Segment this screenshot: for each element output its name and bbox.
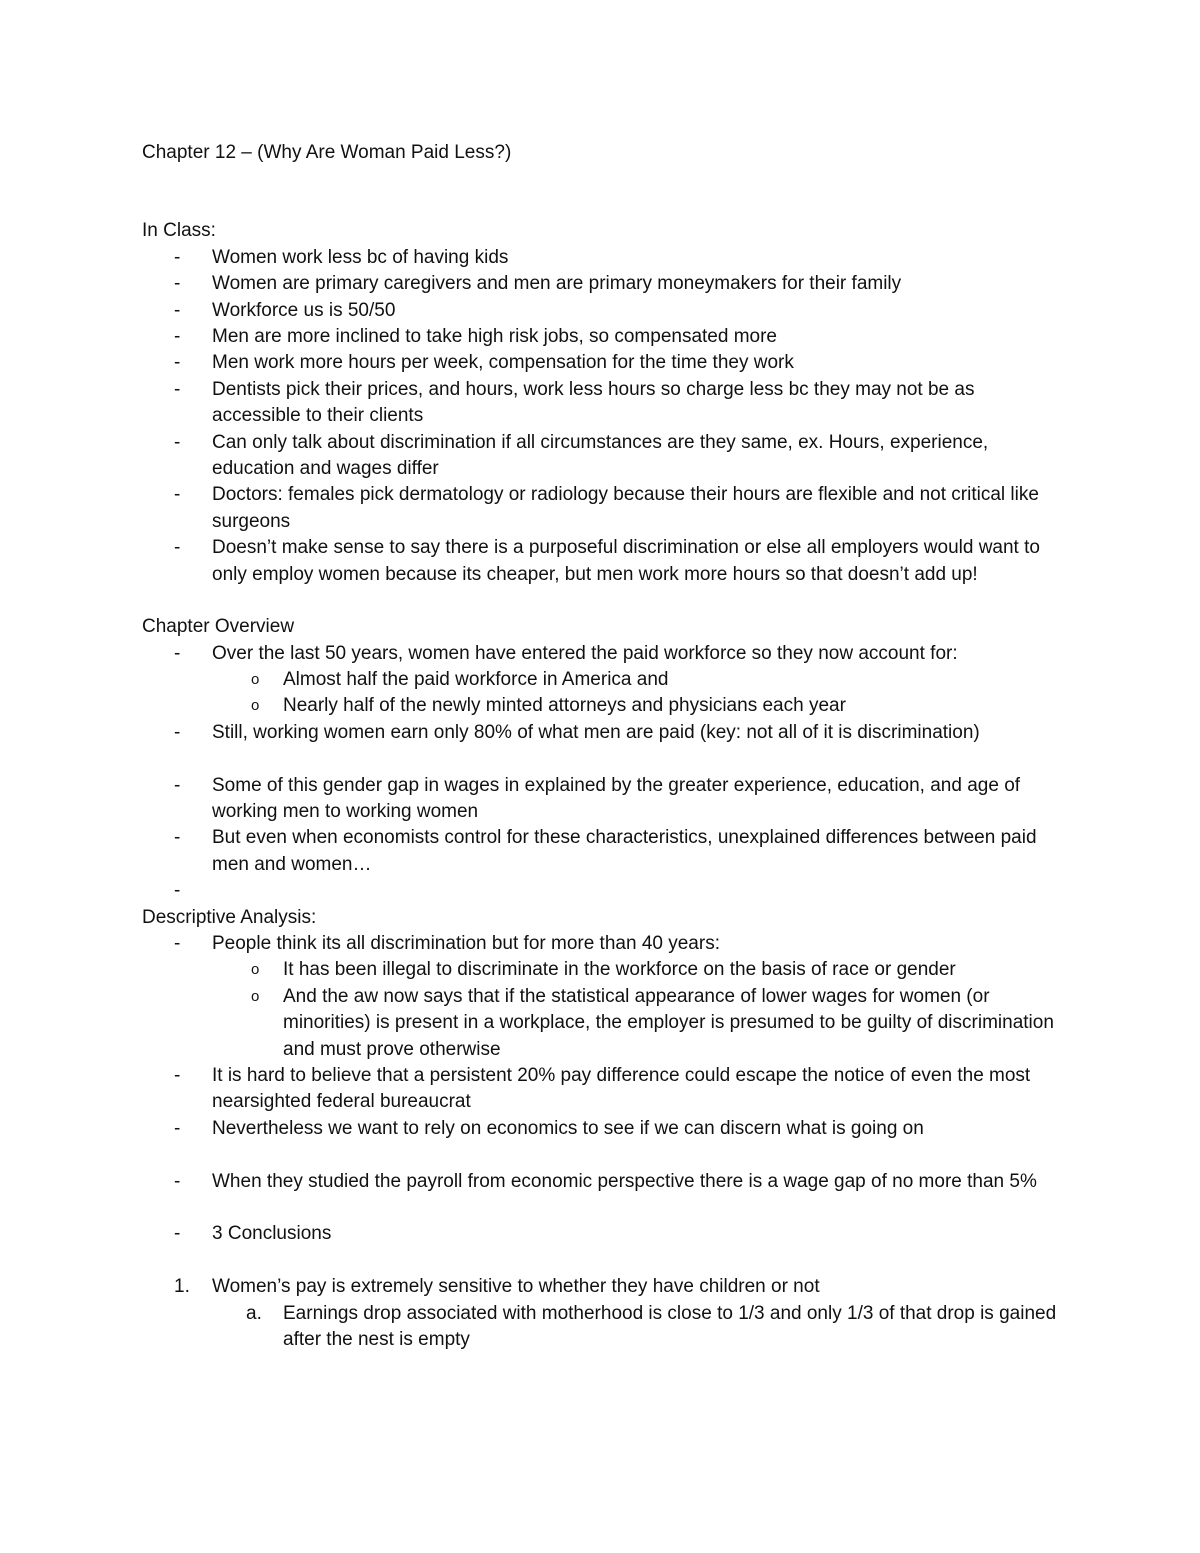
dash-marker: - xyxy=(174,880,181,902)
sub-list-item xyxy=(142,693,1062,719)
list-item xyxy=(142,377,1062,430)
spacer xyxy=(142,746,1062,772)
dash-marker: - xyxy=(174,299,181,321)
list-item-text: Dentists pick their prices, and hours, work less hours so charge less bc they may not be as accessible to their clients xyxy=(212,378,975,427)
sub-list-item-text: It has been illegal to discriminate in the workforce on the basis of race or gender xyxy=(283,959,956,981)
dash-marker: - xyxy=(174,932,181,954)
list-item xyxy=(142,535,1062,588)
spacer xyxy=(142,1142,1062,1168)
list-item xyxy=(142,1116,1062,1142)
list-item xyxy=(142,271,1062,297)
list-item xyxy=(142,245,1062,271)
list-item-text: Some of this gender gap in wages in explained by the greater experience, education, and age of working men to working women xyxy=(212,774,1021,822)
bullet-marker: o xyxy=(251,961,260,979)
dash-marker: - xyxy=(174,326,181,348)
in-class-heading: In Class: xyxy=(142,220,216,242)
list-item xyxy=(142,482,1062,535)
dash-marker: - xyxy=(174,273,181,295)
spacer xyxy=(142,588,1062,614)
dash-marker: - xyxy=(174,537,181,559)
dash-marker: - xyxy=(174,1170,181,1192)
number-marker: 1. xyxy=(174,1276,190,1298)
list-item-text: Still, working women earn only 80% of what men are paid (key: not all of it is discrimination) xyxy=(212,721,980,743)
document-page xyxy=(142,140,1062,1353)
dash-marker: - xyxy=(174,352,181,374)
list-item-text: Doesn’t make sense to say there is a purposeful discrimination or else all employers would want to only employ women because its cheaper, but men work more hours so that doesn’t add up! xyxy=(212,537,1040,585)
list-item xyxy=(142,825,1062,878)
list-item-text: Women work less bc of having kids xyxy=(212,246,509,268)
list-item-text: Can only talk about discrimination if all circumstances are they same, ex. Hours, experience, education and wages differ xyxy=(212,431,989,480)
list-item xyxy=(142,931,1062,957)
numbered-list-item xyxy=(142,1274,1062,1300)
list-item-text: Men are more inclined to take high risk jobs, so compensated more xyxy=(212,326,777,348)
list-item xyxy=(142,324,1062,350)
spacer xyxy=(142,166,1062,218)
list-item-text: Women are primary caregivers and men are primary moneymakers for their family xyxy=(212,273,902,295)
bullet-marker: o xyxy=(251,697,260,715)
list-item xyxy=(142,1063,1062,1116)
dash-marker: - xyxy=(174,1223,181,1245)
spacer xyxy=(142,1248,1062,1274)
list-item-text: Over the last 50 years, women have entered the paid workforce so they now account for: xyxy=(212,642,958,664)
dash-marker: - xyxy=(174,246,181,268)
dash-marker: - xyxy=(174,431,181,453)
dash-marker: - xyxy=(174,721,181,743)
list-item-text: When they studied the payroll from economic perspective there is a wage gap of no more than 5% xyxy=(212,1170,1037,1192)
list-item xyxy=(142,720,1062,746)
bullet-marker: o xyxy=(251,987,260,1005)
list-item-text: But even when economists control for these characteristics, unexplained differences between paid men and women… xyxy=(212,827,1037,875)
list-item-empty xyxy=(142,878,1062,904)
list-item xyxy=(142,1221,1062,1247)
list-item xyxy=(142,350,1062,376)
list-item-text: Doctors: females pick dermatology or radiology because their hours are flexible and not critical like surgeons xyxy=(212,484,1039,532)
list-item-text: Men work more hours per week, compensation for the time they work xyxy=(212,352,794,374)
list-item xyxy=(142,298,1062,324)
list-item-text: It is hard to believe that a persistent 20% pay difference could escape the notice of even the most nearsighted federal bureaucrat xyxy=(212,1064,1031,1113)
sub-list-item-text: Almost half the paid workforce in America and xyxy=(283,668,669,690)
descriptive-analysis-heading: Descriptive Analysis: xyxy=(142,906,317,928)
list-item xyxy=(142,641,1062,667)
dash-marker: - xyxy=(174,484,181,506)
dash-marker: - xyxy=(174,774,181,796)
numbered-list-item-text: Women’s pay is extremely sensitive to whether they have children or not xyxy=(212,1276,820,1298)
list-item-text: People think its all discrimination but for more than 40 years: xyxy=(212,932,720,954)
sub-list-item-text: Nearly half of the newly minted attorneys and physicians each year xyxy=(283,695,846,717)
list-item xyxy=(142,773,1062,826)
sub-list-item xyxy=(142,984,1062,1063)
document-title: Chapter 12 – (Why Are Woman Paid Less?) xyxy=(142,142,512,163)
list-item xyxy=(142,430,1062,483)
letter-marker: a. xyxy=(246,1302,262,1324)
list-item-text: 3 Conclusions xyxy=(212,1223,332,1245)
sub-list-item xyxy=(142,667,1062,693)
list-item xyxy=(142,1169,1062,1195)
lettered-list-item-text: Earnings drop associated with motherhood is close to 1/3 and only 1/3 of that drop is gained after the nest is empty xyxy=(283,1302,1057,1350)
list-item-text: Workforce us is 50/50 xyxy=(212,299,396,321)
list-item-text: Nevertheless we want to rely on economics to see if we can discern what is going on xyxy=(212,1117,924,1139)
chapter-overview-heading: Chapter Overview xyxy=(142,616,295,638)
dash-marker: - xyxy=(174,1064,181,1086)
dash-marker: - xyxy=(174,642,181,664)
dash-marker: - xyxy=(174,827,181,849)
sub-list-item-text: And the aw now says that if the statistical appearance of lower wages for women (or minorities) is present in a workplace, the employer is presumed to be guilty of discrimination and must prove otherwise xyxy=(283,985,1054,1060)
spacer xyxy=(142,1195,1062,1221)
dash-marker: - xyxy=(174,1117,181,1139)
lettered-list-item xyxy=(142,1301,1062,1354)
bullet-marker: o xyxy=(251,670,260,688)
dash-marker: - xyxy=(174,378,181,400)
sub-list-item xyxy=(142,957,1062,983)
